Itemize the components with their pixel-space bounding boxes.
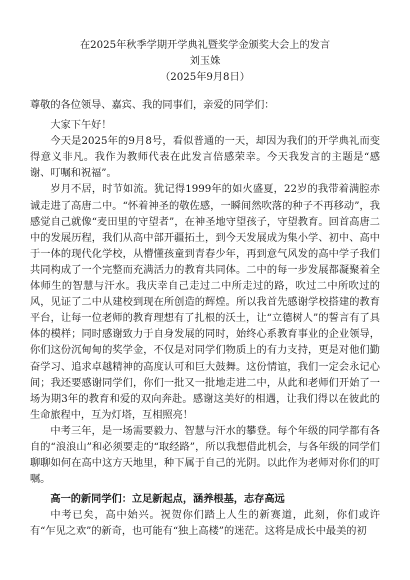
- paragraph-greeting: 大家下午好！: [50, 120, 112, 132]
- paragraph-section: 中考已矣，高中始兴。祝贺你们踏上人生的新赛道，此刻，你们或许有“乍见之欢”的新奇，也可能有“独上高楼”的迷茫。这将是成长中最美的初: [30, 510, 380, 538]
- paragraph-intro: 今天是2025年的9月8号，看似普通的一天，却因为我们的开学典礼而变得意义非凡。我作为教师代表在此发言倍感荣幸。今天我发言的主题是“感谢、叮嘱和祝福”。: [30, 136, 380, 180]
- document-title: 在2025年秋季学期开学典礼暨奖学金颁奖大会上的发言: [79, 40, 331, 51]
- document-author: 刘玉姝: [189, 56, 221, 67]
- title-block: [30, 38, 380, 86]
- paragraph-advice: 中考三年，是一场需要毅力、智慧与汗水的攀登。每个年级的同学都有各自的“浪浪山”和必须要走的“取经路”，所以我想借此机会，与各年级的同学们聊聊如何在高中这方天地里，种下属于自己的光阴。以此作为老师对你们的叮嘱。: [30, 425, 380, 486]
- section-heading: 高一的新同学们：立足新起点，涵养根基，志存高远: [50, 494, 285, 506]
- salutation: 尊敬的各位领导、嘉宾、我的同事们，亲爱的同学们：: [30, 100, 275, 111]
- document-body: [30, 98, 380, 541]
- paragraph-thanks: 岁月不居，时节如流。犹记得1999年的如火盛夏，22岁的我带着满腔赤诚走进了高唐二中。“怀着神圣的敬佐感，一瞬间然吹落的种子不再移动”，我感觉自己就像“麦田里的守望者”，在神圣地守望孩子，守望教育。回首高唐二中的发展历程，我们从高中部开疆拓土，到今天发展成为集小学、初中、高中于一体的现代化学校，从懵懂孩童到青春少年，再到意气风发的高中学子我们共同构成了一个完整而充满活力的教育共同体。二中的每一步发展都凝聚着全体师生的智慧与汗水。我庆幸自己走过二中所走过的路，吹过二中所吹过的风，见证了二中从建校到现在所创造的辉煌。所以我首先感谢学校搭建的教育平台，让每一位老师的教育理想有了扎根的沃土，让“立德树人”的誓言有了具体的模样；同时感谢致力于自身发展的同时，始终心系教育事业的企业领导，你们这份沉甸甸的奖学金，不仅是对同学们物质上的有力支持，更是对他们勤奋学习、追求卓越精神的高度认可和巨大鼓舞。这份情谊，我们一定会永记心间；我还要感谢同学们，你们一批又一批地走进二中，从此和老师们开始了一场为期3年的教育和爱的双向奔赴。感谢这美好的相遇，让我们得以在彼此的生命旅程中，互为灯塔，互相照亮！: [30, 184, 380, 421]
- document-date: （2025年9月8日）: [160, 72, 250, 83]
